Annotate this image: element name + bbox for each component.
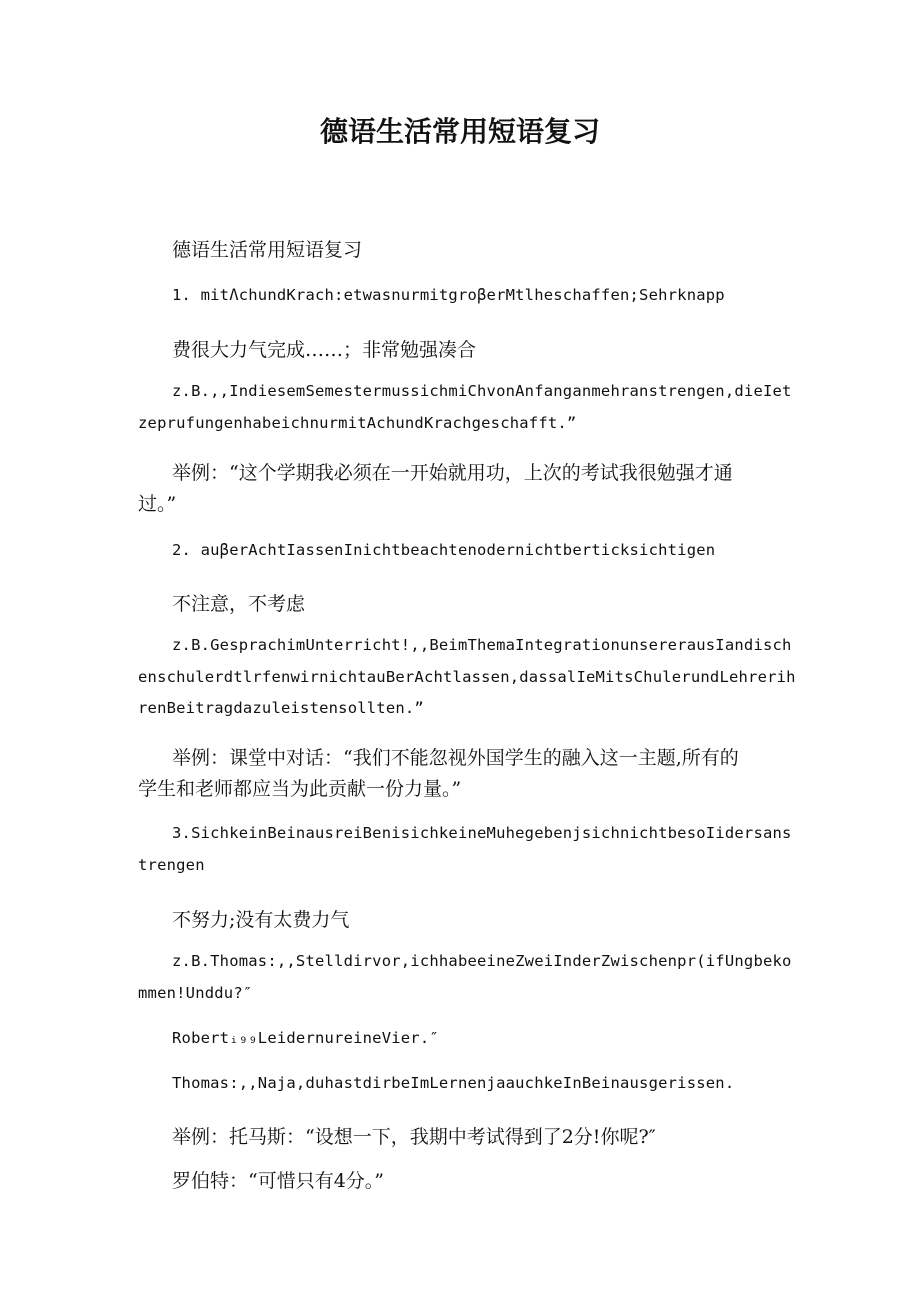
translation-3-line-2: 罗伯特：“可惜只有4分。”	[172, 1170, 385, 1192]
translation-2-line-2: 学生和老师都应当为此贡献一份力量。”	[138, 778, 462, 800]
section-heading: 德语生活常用短语复习	[172, 239, 363, 261]
example-3-line-1: z.B.Thomas:,,Stelldirvor,ichhabeeineZweiInderZwischenpr(ifUngbeko	[172, 952, 792, 970]
document-title: 德语生活常用短语复习	[319, 115, 600, 148]
phrase-3-line-2: trengen	[138, 856, 205, 874]
example-3-line-4: Thomas:,,Naja,duhastdirbeImLernenjaauchkeInBeinausgerissen.	[172, 1074, 735, 1092]
translation-3-line-1: 举例：托马斯：“设想一下，我期中考试得到了2分!你呢?″	[172, 1126, 656, 1148]
phrase-1: 1. mitΛchundKrach:etwasnurmitgroβerMtlheschaffen;Sehrknapp	[172, 286, 725, 304]
meaning-1: 费很大力气完成……；非常勉强凑合	[172, 339, 477, 361]
translation-2-line-1: 举例：课堂中对话：“我们不能忽视外国学生的融入这一主题,所有的	[172, 747, 739, 769]
translation-1-line-1: 举例：“这个学期我必须在一开始就用功，上次的考试我很勉强才通	[172, 462, 733, 484]
meaning-3: 不努力;没有太费力气	[172, 909, 350, 931]
example-1-line-1: z.B.,,IndiesemSemestermussichmiChvonAnfanganmehranstrengen,dieIet	[172, 382, 792, 400]
example-2-line-3: renBeitragdazuleistensollten.”	[138, 699, 424, 717]
example-1-line-2: zeprufungenhabeichnurmitAchundKrachgeschafft.”	[138, 414, 577, 432]
example-3-line-3: Robertᵢ₉₉LeidernureineVier.″	[172, 1029, 439, 1047]
translation-1-line-2: 过。”	[138, 493, 177, 515]
phrase-2: 2. auβerAchtIassenInichtbeachtenodernichtberticksichtigen	[172, 541, 716, 559]
meaning-2: 不注意，不考虑	[172, 593, 306, 615]
phrase-3-line-1: 3.SichkeinBeinausreiBenisichkeineMuhegebenjsichnichtbesoIidersans	[172, 824, 792, 842]
example-2-line-1: z.B.GesprachimUnterricht!,,BeimThemaIntegrationunsererausIandisch	[172, 636, 792, 654]
example-3-line-2: mmen!Unddu?″	[138, 984, 253, 1002]
example-2-line-2: enschulerdtlrfenwirnichtauBerAchtlassen,dassalIeMitsChulerundLehrerih	[138, 668, 796, 686]
